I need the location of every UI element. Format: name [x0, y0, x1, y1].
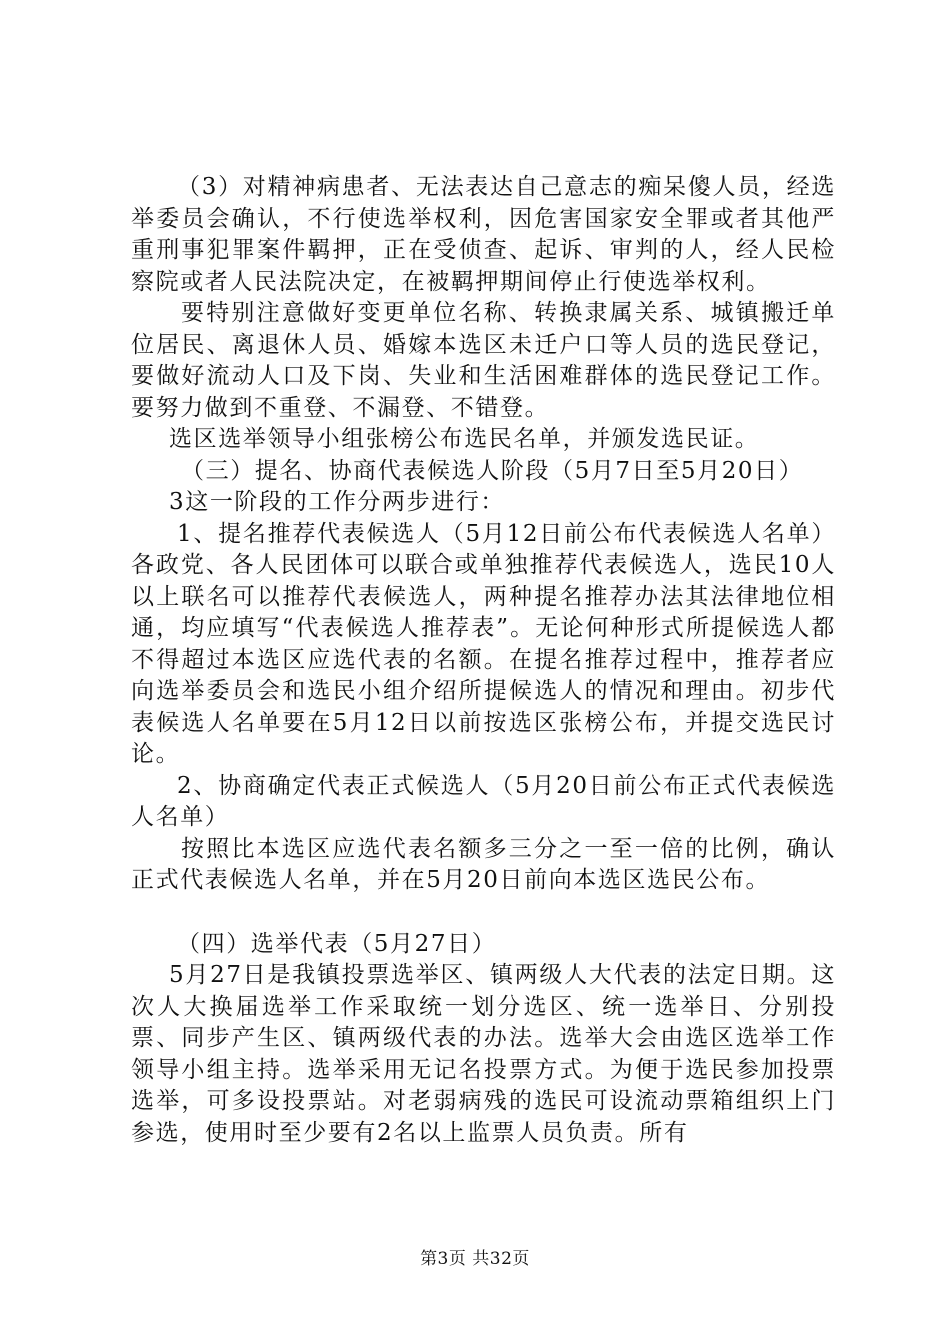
document-body [131, 172, 836, 1149]
paragraph-voter-registration: 要特别注意做好变更单位名称、转换隶属关系、城镇搬迁单位居民、离退休人员、婚嫁本选区未迁户口等人员的选民登记，要做好流动人口及下岗、失业和生活困难群体的选民登记工作。要努力做到不重登、不漏登、不错登。 [131, 300, 836, 421]
page-footer: 第3页 共32页 [420, 1249, 530, 1269]
paragraph-two-steps: 3这一阶段的工作分两步进行： [169, 489, 506, 515]
paragraph-election-day: 5月27日是我镇投票选举区、镇两级人大代表的法定日期。这次人大换届选举工作采取统一划分选区、统一选举日、分别投票、同步产生区、镇两级代表的办法。选举大会由选区选举工作领导小组主持。选举采用无记名投票方式。为便于选民参加投票选举，可多设投票站。对老弱病残的选民可设流动票箱组织上门参选，使用时至少要有2名以上监票人员负责。所有 [131, 962, 836, 1146]
paragraph-spacer [131, 897, 836, 929]
section-heading-election: （四）选举代表（5月27日） [177, 930, 497, 957]
paragraph-publish-voter-list: 选区选举领导小组张榜公布选民名单，并颁发选民证。 [169, 426, 760, 452]
paragraph-voting-rights-exclusion: （3）对精神病患者、无法表达自己意志的痴呆傻人员，经选举委员会确认，不行使选举权利，因危害国家安全罪或者其他严重刑事犯罪案件羁押，正在受侦查、起诉、审判的人，经人民检察院或者人民法院决定，在被羁押期间停止行使选举权利。 [131, 174, 836, 295]
paragraph-nominate-candidates: 1、提名推荐代表候选人（5月12日前公布代表候选人名单）各政党、各人民团体可以联合或单独推荐代表候选人，选民10人以上联名可以推荐代表候选人，两种提名推荐办法其法律地位相通，均应填写“代表候选人推荐表”。无论何种形式所提候选人都不得超过本选区应选代表的名额。在提名推荐过程中，推荐者应向选举委员会和选民小组介绍所提候选人的情况和理由。初步代表候选人名单要在5月12日以前按选区张榜公布，并提交选民讨论。 [131, 520, 836, 767]
paragraph-candidate-ratio: 按照比本选区应选代表名额多三分之一至一倍的比例，确认正式代表候选人名单，并在5月20日前向本选区选民公布。 [131, 835, 836, 893]
paragraph-confirm-candidates: 2、协商确定代表正式候选人（5月20日前公布正式代表候选人名单） [131, 772, 836, 830]
section-heading-nomination: （三）提名、协商代表候选人阶段（5月7日至5月20日） [181, 457, 804, 484]
